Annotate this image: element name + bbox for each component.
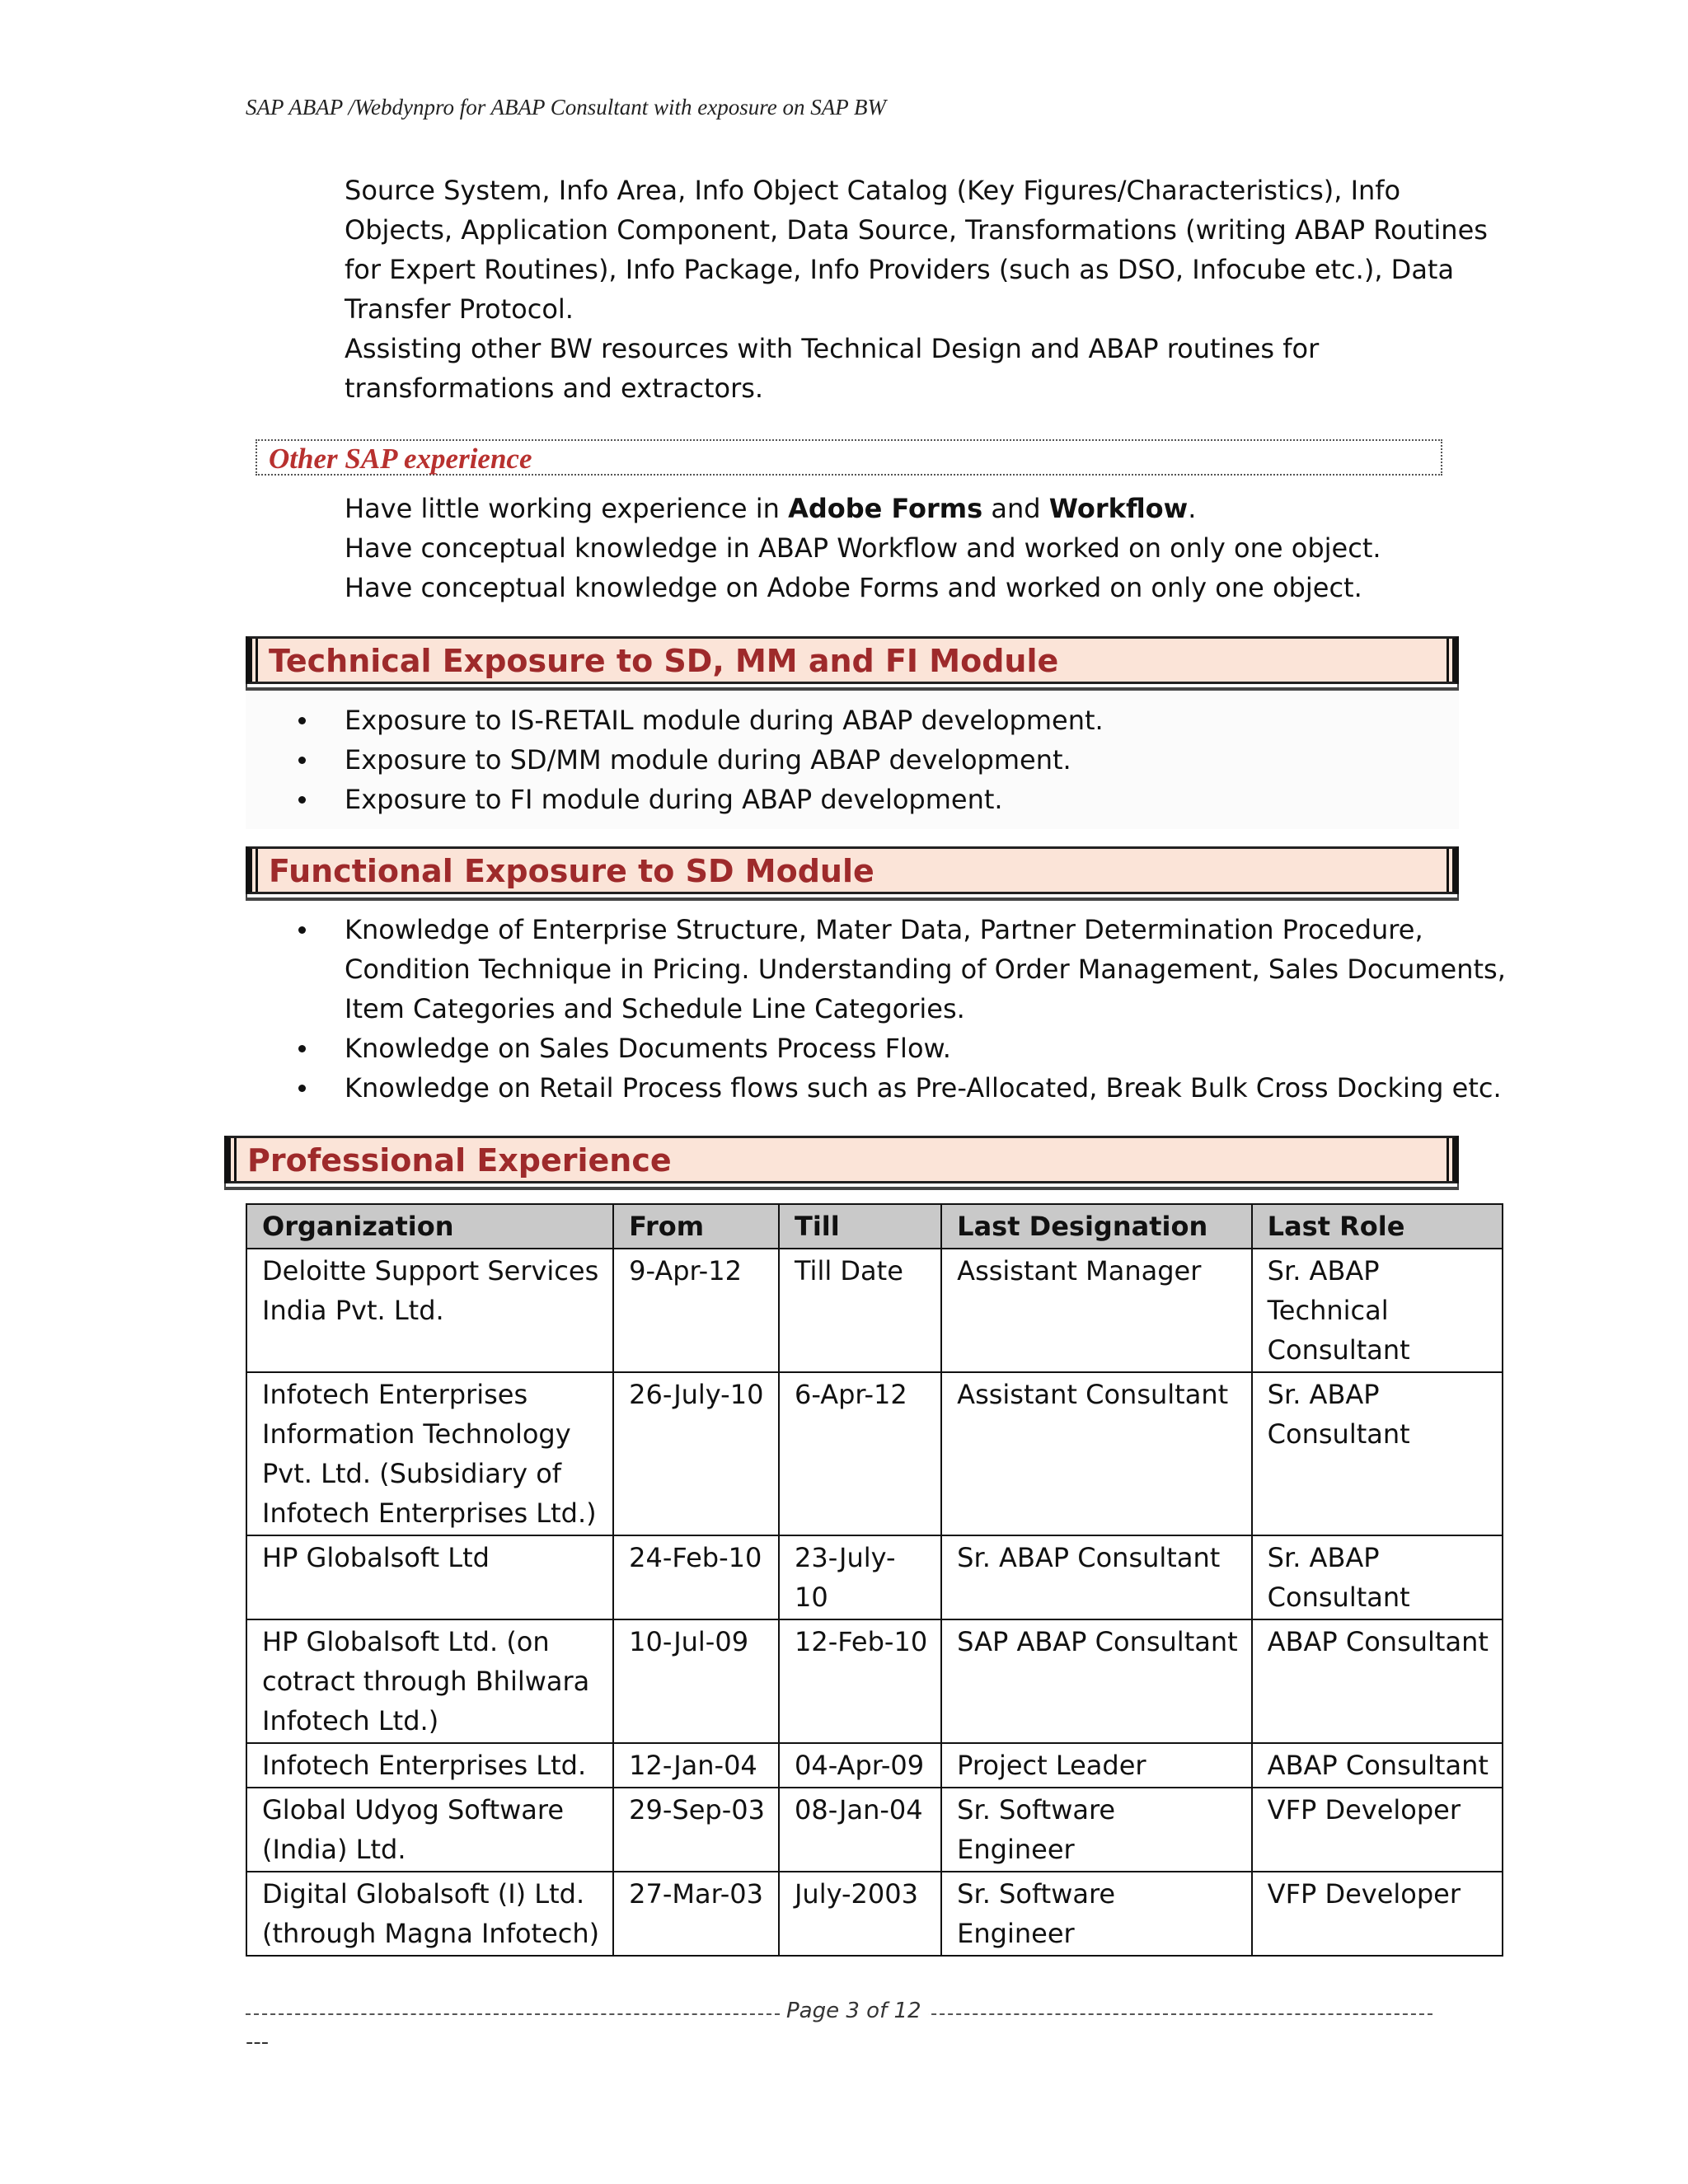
table-cell-till <box>779 1535 941 1619</box>
table-cell-org <box>246 1249 613 1372</box>
workflow-emphasis: Workflow <box>1048 493 1189 524</box>
cell-line: (India) Ltd. <box>262 1834 406 1865</box>
other-sap-heading: Other SAP experience <box>269 443 532 475</box>
table-cell-role <box>1252 1788 1503 1872</box>
table-cell-role <box>1252 1743 1503 1788</box>
cell-line: Consultant <box>1267 1582 1410 1613</box>
functional-section-bar <box>246 846 1459 894</box>
list-item-text: Exposure to SD/MM module during ABAP development. <box>345 744 1071 776</box>
table-cell-org <box>246 1535 613 1619</box>
table-cell-designation <box>941 1619 1252 1743</box>
table-row <box>246 1249 1503 1372</box>
cell-line: SAP ABAP Consultant <box>957 1626 1238 1657</box>
table-cell-designation <box>941 1872 1252 1956</box>
table-cell-org <box>246 1788 613 1872</box>
text-line: Objects, Application Component, Data Source, Transformations (writing ABAP Routines <box>345 214 1488 246</box>
cell-line: Sr. ABAP <box>1267 1255 1380 1286</box>
list-item-text: Exposure to IS-RETAIL module during ABAP development. <box>345 705 1104 736</box>
table-header-row <box>246 1204 1503 1249</box>
cell-line: Information Technology <box>262 1418 571 1450</box>
text-segment: Have little working experience in <box>345 493 789 524</box>
table-cell-from <box>613 1535 779 1619</box>
bullet-icon <box>298 1045 306 1052</box>
cell-line: July-2003 <box>794 1878 918 1910</box>
cell-line: (through Magna Infotech) <box>262 1918 600 1949</box>
cell-line: HP Globalsoft Ltd <box>262 1542 490 1573</box>
cell-line: Engineer <box>957 1834 1075 1865</box>
cell-line: VFP Developer <box>1267 1794 1461 1825</box>
page-header: SAP ABAP /Webdynpro for ABAP Consultant with exposure on SAP BW <box>246 95 886 120</box>
text-segment: and <box>982 493 1049 524</box>
technical-heading: Technical Exposure to SD, MM and FI Module <box>269 643 1059 679</box>
other-sap-heading-box <box>256 439 1442 476</box>
cell-line: 9-Apr-12 <box>629 1255 742 1286</box>
list-item <box>295 701 1104 740</box>
experience-table-body <box>246 1249 1503 1956</box>
bullet-icon <box>298 757 306 764</box>
column-header: Till <box>779 1204 941 1249</box>
column-header: Last Role <box>1252 1204 1503 1249</box>
cell-line: 29-Sep-03 <box>629 1794 765 1825</box>
cell-line: 26-July-10 <box>629 1379 764 1410</box>
bw-paragraph <box>345 171 1488 408</box>
cell-line: 04-Apr-09 <box>794 1750 925 1781</box>
text-line: Transfer Protocol. <box>345 293 574 325</box>
text-line: Assisting other BW resources with Technical Design and ABAP routines for <box>345 333 1320 364</box>
table-row <box>246 1872 1503 1956</box>
cell-line: Consultant <box>1267 1418 1410 1450</box>
technical-list <box>295 701 1104 819</box>
list-item-text: Exposure to FI module during ABAP development. <box>345 784 1003 815</box>
table-cell-org <box>246 1372 613 1535</box>
table-cell-designation <box>941 1788 1252 1872</box>
list-item-text: Knowledge of Enterprise Structure, Mater Data, Partner Determination Procedure, <box>345 914 1423 945</box>
cell-line: 12-Jan-04 <box>629 1750 757 1781</box>
table-row <box>246 1743 1503 1788</box>
cell-line: India Pvt. Ltd. <box>262 1295 444 1326</box>
list-item <box>295 910 1506 1029</box>
cell-line: 08-Jan-04 <box>794 1794 923 1825</box>
cell-line: Assistant Consultant <box>957 1379 1229 1410</box>
experience-table <box>246 1203 1503 1957</box>
cell-line: 6-Apr-12 <box>794 1379 907 1410</box>
cell-line: Sr. ABAP <box>1267 1542 1380 1573</box>
cell-line: 24-Feb-10 <box>629 1542 762 1573</box>
cell-line: Infotech Enterprises Ltd.) <box>262 1497 597 1529</box>
footer-rule <box>246 2013 780 2015</box>
cell-line: ABAP Consultant <box>1267 1626 1489 1657</box>
table-cell-org <box>246 1619 613 1743</box>
text-line: for Expert Routines), Info Package, Info Providers (such as DSO, Infocube etc.), Data <box>345 254 1455 285</box>
cell-line: Technical <box>1267 1295 1389 1326</box>
footer-rule <box>915 2013 1432 2015</box>
table-cell-from <box>613 1249 779 1372</box>
table-cell-role <box>1252 1872 1503 1956</box>
list-item <box>295 1068 1506 1108</box>
cell-line: Digital Globalsoft (I) Ltd. <box>262 1878 585 1910</box>
functional-list <box>295 910 1506 1108</box>
table-cell-till <box>779 1788 941 1872</box>
technical-section-bar <box>246 636 1459 684</box>
table-cell-org <box>246 1872 613 1956</box>
list-item-text: Knowledge on Sales Documents Process Flow. <box>345 1033 951 1064</box>
cell-line: Infotech Enterprises Ltd. <box>262 1750 587 1781</box>
cell-line: Consultant <box>1267 1334 1410 1366</box>
cell-line: 23-July- <box>794 1542 896 1573</box>
table-cell-role <box>1252 1372 1503 1535</box>
cell-line: cotract through Bhilwara <box>262 1666 590 1697</box>
list-item <box>295 740 1104 780</box>
table-row <box>246 1372 1503 1535</box>
cell-line: Sr. ABAP <box>1267 1379 1380 1410</box>
table-cell-role <box>1252 1619 1503 1743</box>
cell-line: Sr. Software <box>957 1878 1116 1910</box>
list-item <box>295 1029 1506 1068</box>
text-line: Have conceptual knowledge in ABAP Workflow and worked on only one object. <box>345 532 1381 564</box>
table-row <box>246 1788 1503 1872</box>
experience-section-bar <box>224 1136 1459 1183</box>
table-cell-from <box>613 1743 779 1788</box>
cell-line: Engineer <box>957 1918 1075 1949</box>
experience-heading: Professional Experience <box>247 1142 672 1179</box>
cell-line: HP Globalsoft Ltd. (on <box>262 1626 550 1657</box>
table-cell-designation <box>941 1249 1252 1372</box>
table-cell-till <box>779 1872 941 1956</box>
cell-line: 27-Mar-03 <box>629 1878 763 1910</box>
cell-line: Infotech Ltd.) <box>262 1705 439 1736</box>
footer-trailing-dashes: --- <box>246 2030 270 2055</box>
cell-line: 10 <box>794 1582 828 1613</box>
column-header: Organization <box>246 1204 613 1249</box>
cell-line: Till Date <box>794 1255 903 1286</box>
cell-line: Deloitte Support Services <box>262 1255 599 1286</box>
adobe-forms-emphasis: Adobe Forms <box>788 493 983 524</box>
table-cell-from <box>613 1872 779 1956</box>
list-item-text: Condition Technique in Pricing. Understanding of Order Management, Sales Documents, <box>345 954 1506 985</box>
cell-line: Project Leader <box>957 1750 1146 1781</box>
cell-line: Sr. ABAP Consultant <box>957 1542 1221 1573</box>
cell-line: 12-Feb-10 <box>794 1626 928 1657</box>
bullet-icon <box>298 717 306 724</box>
list-item-text: Knowledge on Retail Process flows such as Pre-Allocated, Break Bulk Cross Docking etc. <box>345 1072 1502 1104</box>
table-cell-till <box>779 1249 941 1372</box>
cell-line: ABAP Consultant <box>1267 1750 1489 1781</box>
table-cell-from <box>613 1372 779 1535</box>
bullet-icon <box>298 926 306 934</box>
text-segment: . <box>1188 493 1197 524</box>
text-line: Have conceptual knowledge on Adobe Forms and worked on only one object. <box>345 572 1362 603</box>
table-cell-role <box>1252 1535 1503 1619</box>
other-sap-paragraph <box>345 489 1416 607</box>
table-row <box>246 1619 1503 1743</box>
bullet-icon <box>298 796 306 804</box>
cell-line: Global Udyog Software <box>262 1794 565 1825</box>
table-cell-org <box>246 1743 613 1788</box>
cell-line: Infotech Enterprises <box>262 1379 528 1410</box>
table-cell-from <box>613 1788 779 1872</box>
table-cell-till <box>779 1743 941 1788</box>
bullet-icon <box>298 1085 306 1092</box>
cell-line: VFP Developer <box>1267 1878 1461 1910</box>
cell-line: Assistant Manager <box>957 1255 1202 1286</box>
text-line: transformations and extractors. <box>345 373 764 404</box>
cell-line: 10-Jul-09 <box>629 1626 749 1657</box>
text-line <box>345 489 1416 528</box>
functional-heading: Functional Exposure to SD Module <box>269 853 874 889</box>
column-header: From <box>613 1204 779 1249</box>
column-header: Last Designation <box>941 1204 1252 1249</box>
table-cell-designation <box>941 1372 1252 1535</box>
table-cell-designation <box>941 1743 1252 1788</box>
cell-line: Sr. Software <box>957 1794 1116 1825</box>
table-cell-role <box>1252 1249 1503 1372</box>
table-cell-from <box>613 1619 779 1743</box>
table-cell-till <box>779 1619 941 1743</box>
page-number: Page 3 of 12 <box>780 1999 928 2023</box>
list-item-text: Item Categories and Schedule Line Categories. <box>345 993 965 1024</box>
list-item <box>295 780 1104 819</box>
cell-line: Pvt. Ltd. (Subsidiary of <box>262 1458 562 1489</box>
table-row <box>246 1535 1503 1619</box>
table-cell-designation <box>941 1535 1252 1619</box>
table-cell-till <box>779 1372 941 1535</box>
text-line: Source System, Info Area, Info Object Catalog (Key Figures/Characteristics), Info <box>345 175 1401 206</box>
